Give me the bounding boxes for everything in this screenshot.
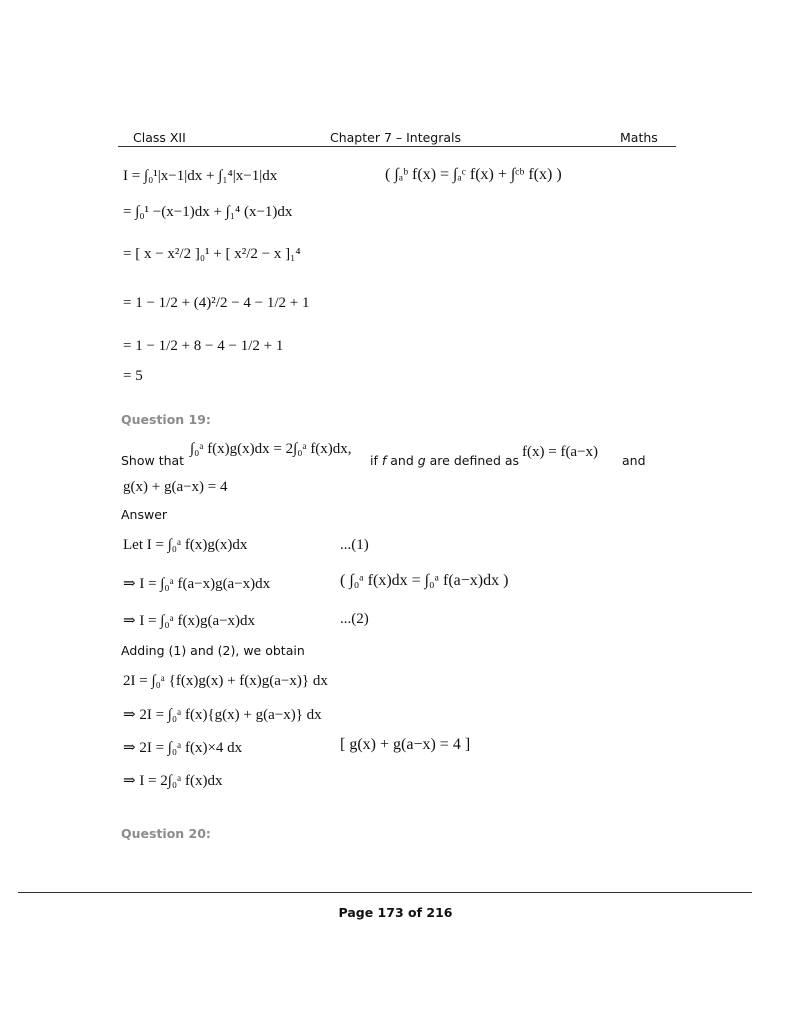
adding-text: Adding (1) and (2), we obtain <box>121 643 305 658</box>
step-3: ⇒ I = ∫₀ᵃ f(x)g(a−x)dx <box>123 613 256 629</box>
header-class: Class XII <box>133 130 186 145</box>
footer-rule <box>18 892 752 893</box>
step-1-tag: ...(1) <box>340 537 369 553</box>
condition-f-equation: f(x) = f(a−x) <box>522 444 599 460</box>
integral-property-note: ( ∫ₐᵇ f(x) = ∫ₐᶜ f(x) + ∫ᶜᵇ f(x) ) <box>385 166 562 183</box>
header-rule <box>118 146 676 147</box>
solution-line-1: I = ∫₀¹|x−1|dx + ∫₁⁴|x−1|dx <box>123 168 278 184</box>
solution-line-5: = 1 − 1/2 + 8 − 4 − 1/2 + 1 <box>123 338 284 354</box>
step-2-note: ( ∫₀ᵃ f(x)dx = ∫₀ᵃ f(a−x)dx ) <box>340 572 509 589</box>
question-20-title: Question 20: <box>121 826 211 841</box>
show-that-label: Show that <box>121 453 185 468</box>
solution-line-4: = 1 − 1/2 + (4)²/2 − 4 − 1/2 + 1 <box>123 295 310 311</box>
step-3-tag: ...(2) <box>340 611 369 627</box>
step-6: ⇒ 2I = ∫₀ᵃ f(x)×4 dx <box>123 740 243 756</box>
solution-line-3: = [ x − x²/2 ]₀¹ + [ x²/2 − x ]₁⁴ <box>123 246 301 262</box>
step-4: 2I = ∫₀ᵃ {f(x)g(x) + f(x)g(a−x)} dx <box>123 673 328 689</box>
condition-text: if f and g are defined as <box>370 453 520 468</box>
step-2: ⇒ I = ∫₀ᵃ f(a−x)g(a−x)dx <box>123 576 271 592</box>
answer-label: Answer <box>121 507 168 522</box>
solution-line-6: = 5 <box>123 368 143 384</box>
header-subject: Maths <box>620 130 658 145</box>
condition-g-equation: g(x) + g(a−x) = 4 <box>123 479 228 495</box>
statement-equation: ∫₀ᵃ f(x)g(x)dx = 2∫₀ᵃ f(x)dx, <box>190 441 352 457</box>
and-label: and <box>622 453 646 468</box>
step-5: ⇒ 2I = ∫₀ᵃ f(x){g(x) + g(a−x)} dx <box>123 707 322 723</box>
step-6-note: [ g(x) + g(a−x) = 4 ] <box>340 736 471 753</box>
step-7: ⇒ I = 2∫₀ᵃ f(x)dx <box>123 773 223 789</box>
question-19-title: Question 19: <box>121 412 211 427</box>
page-number: Page 173 of 216 <box>338 905 453 920</box>
header-chapter: Chapter 7 – Integrals <box>330 130 462 145</box>
solution-line-2: = ∫₀¹ −(x−1)dx + ∫₁⁴ (x−1)dx <box>123 204 293 220</box>
step-1: Let I = ∫₀ᵃ f(x)g(x)dx <box>123 537 248 553</box>
